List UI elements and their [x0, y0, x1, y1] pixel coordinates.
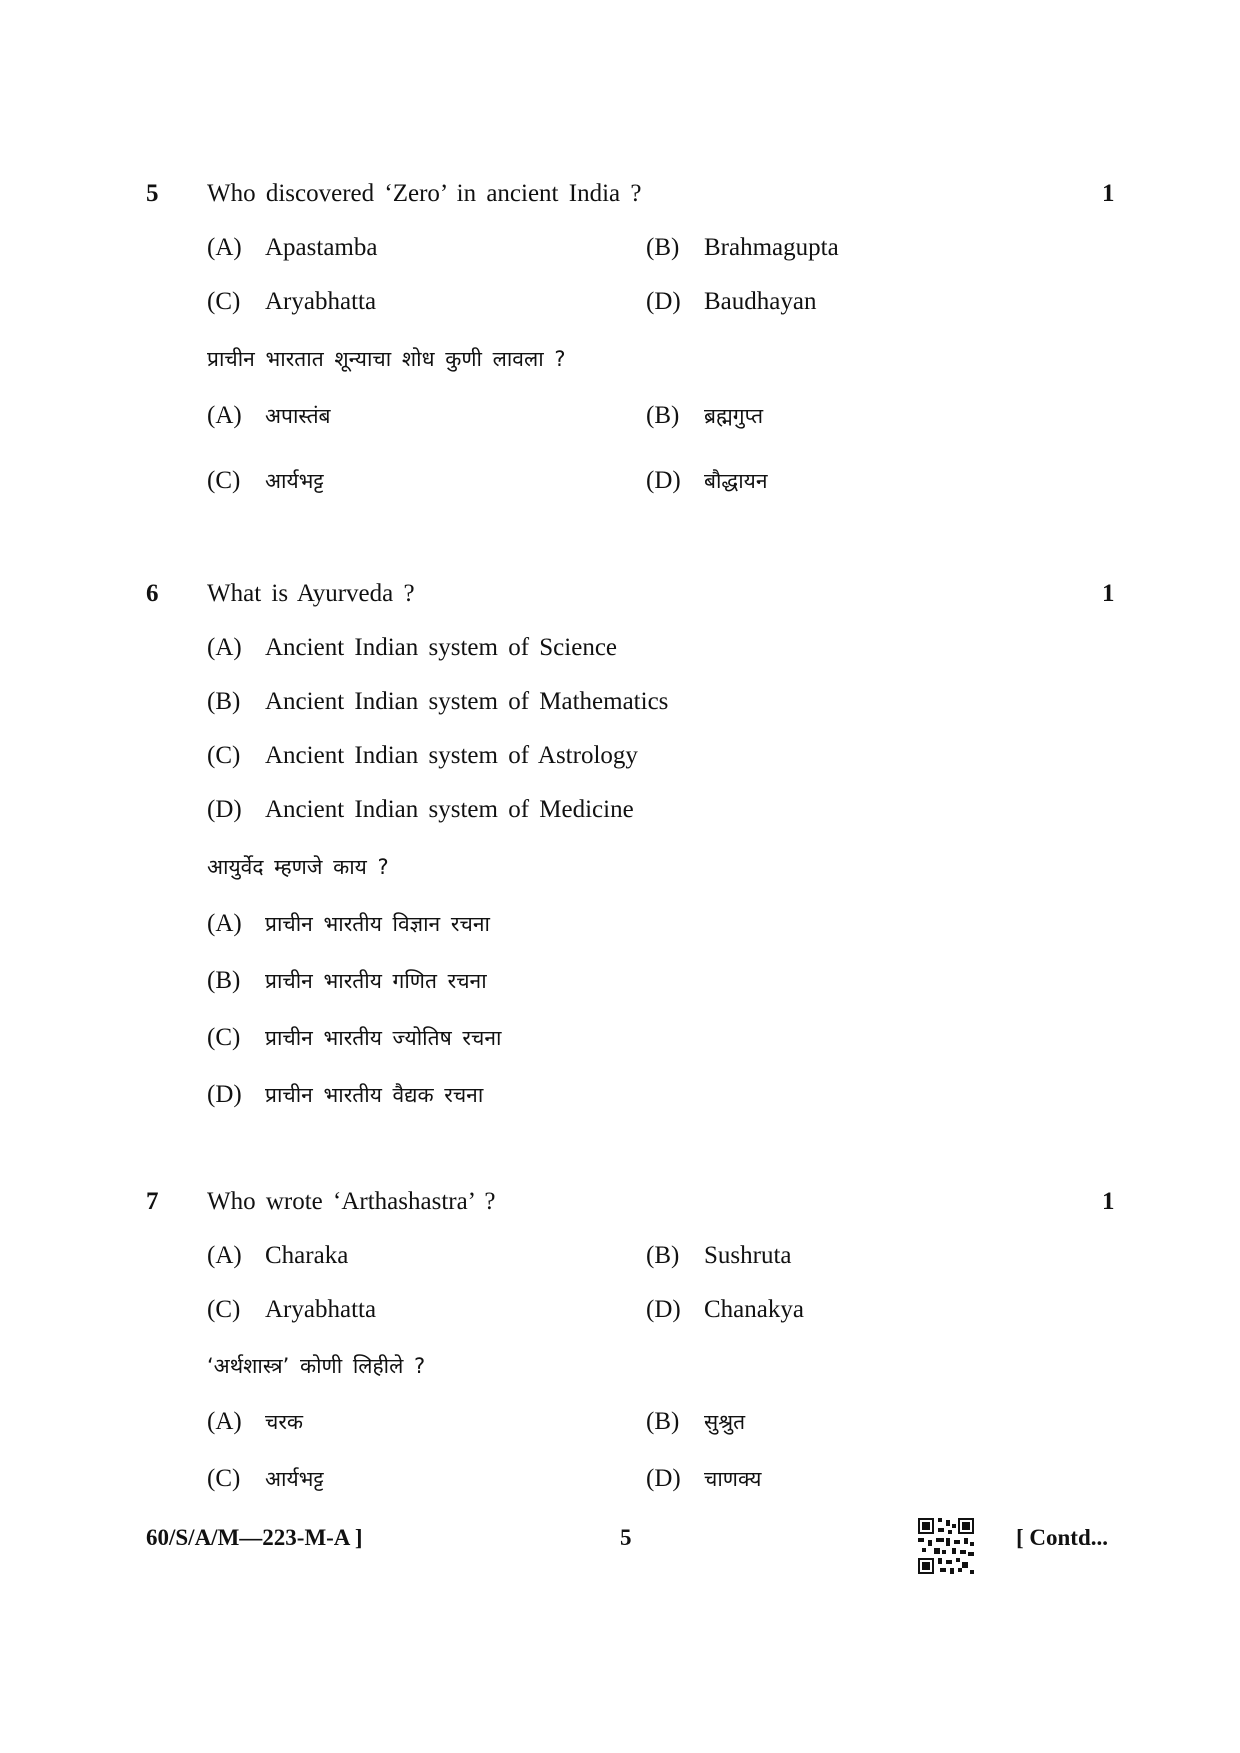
qr-code-icon [918, 1518, 974, 1574]
option-en-b: (B) Brahmagupta [646, 234, 839, 261]
option-en-b: (B) Sushruta [646, 1242, 792, 1269]
option-en-a: (A) Ancient Indian system of Science [207, 634, 618, 661]
question-marks: 1 [1102, 580, 1115, 607]
question-text-en: Who wrote ‘Arthashastra’ ? [207, 1188, 496, 1215]
option-en-d: (D) Ancient Indian system of Medicine [207, 796, 634, 823]
option-mr-c: (C) आर्यभट्ट [207, 1465, 324, 1492]
option-en-d: (D) Chanakya [646, 1296, 804, 1323]
option-en-c: (C) Aryabhatta [207, 288, 377, 315]
option-mr-d: (D) प्राचीन भारतीय वैद्यक रचना [207, 1081, 484, 1108]
question-number: 7 [146, 1188, 159, 1215]
paper-code: 60/S/A/M—223-M-A ] [146, 1525, 363, 1550]
option-mr-b: (B) प्राचीन भारतीय गणित रचना [207, 967, 487, 994]
question-text-mr: आयुर्वेद म्हणजे काय ? [207, 855, 389, 879]
question-text-mr: प्राचीन भारतात शून्याचा शोध कुणी लावला ? [207, 347, 566, 371]
option-en-c: (C) Aryabhatta [207, 1296, 377, 1323]
continued-label: [ Contd... [1016, 1525, 1109, 1550]
question-text-en: What is Ayurveda ? [207, 580, 415, 607]
option-mr-d: (D) बौद्धायन [646, 467, 768, 494]
option-mr-c: (C) प्राचीन भारतीय ज्योतिष रचना [207, 1024, 502, 1051]
option-en-d: (D) Baudhayan [646, 288, 817, 315]
question-text-mr: ‘अर्थशास्त्र’ कोणी लिहीले ? [207, 1354, 426, 1378]
option-en-c: (C) Ancient Indian system of Astrology [207, 742, 638, 769]
option-mr-b: (B) ब्रह्मगुप्त [646, 402, 764, 429]
option-mr-d: (D) चाणक्य [646, 1465, 762, 1492]
question-text-en: Who discovered ‘Zero’ in ancient India ? [207, 180, 642, 207]
option-mr-a: (A) प्राचीन भारतीय विज्ञान रचना [207, 910, 490, 937]
question-number: 6 [146, 580, 159, 607]
question-marks: 1 [1102, 1188, 1115, 1215]
option-mr-a: (A) अपास्तंब [207, 402, 331, 429]
option-mr-b: (B) सुश्रुत [646, 1408, 746, 1435]
page-number: 5 [620, 1525, 632, 1550]
option-en-a: (A) Charaka [207, 1242, 349, 1269]
question-marks: 1 [1102, 180, 1115, 207]
option-en-b: (B) Ancient Indian system of Mathematics [207, 688, 669, 715]
option-mr-a: (A) चरक [207, 1408, 304, 1435]
option-mr-c: (C) आर्यभट्ट [207, 467, 324, 494]
option-en-a: (A) Apastamba [207, 234, 378, 261]
question-number: 5 [146, 180, 159, 207]
